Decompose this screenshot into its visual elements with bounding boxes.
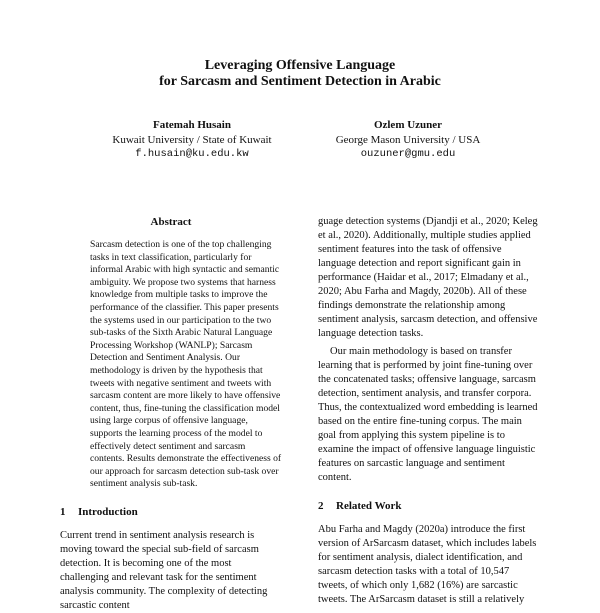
abstract-heading: Abstract [150,216,192,228]
author-email: f.husain@ku.edu.kw [135,148,249,160]
abstract-text: Sarcasm detection is one of the top challenging tasks in text classification, particularly for informal Arabic with high syntactic and semantic ambiguity. We propose two systems that harness knowledge from multiple tasks to improve the performance of the classifier. This paper presents the systems used in our participation to the two sub-tasks of the Sixth Arabic Natural Language Processing Workshop (WANLP); Sarcasm Detection and Sentiment Analysis. Our methodology is driven by the hypothesis that tweets with negative sentiment and tweets with sarcasm content are more likely to have offensive content, thus, fine-tuning the classification model using large corpus of offensive language, supports the learning process of the model to effectively detect sentiment and sarcasm contents. Results demonstrate the effectiveness of our approach for sarcasm detection sub-task over sentiment analysis sub-task. [90,239,282,490]
section-title: Related Work [336,500,402,512]
author-name: Fatemah Husain [153,119,231,131]
section-number: 2 [318,500,324,512]
author-affiliation: Kuwait University / State of Kuwait [112,133,272,146]
author-name: Ozlem Uzuner [373,119,443,131]
right-column [318,215,540,607]
body-paragraph: guage detection systems (Djandji et al., 2020; Keleg et al., 2020). Additionally, multiple studies applied sentiment features into the task of offensive language detection and report significant gain in performance (Haidar et al., 2017; Elmadany et al., 2020; Abu Farha and Magdy, 2020b). All of these findings demonstrate the relationship among sentiment analysis, sarcasm detection, and offensive language detection tasks. [318,216,538,339]
section-heading-related-work [318,499,540,513]
introduction-text: Current trend in sentiment analysis research is moving toward the special sub-field of sarcasm detection. It is becoming one of the most challenging and relevant task for the sentiment analysis community. The complexity of detecting sarcastic content [60,529,268,611]
paper-title [0,58,600,90]
title-line-1: Leveraging Offensive Language [204,58,396,73]
left-column [60,215,282,613]
author-block-2 [288,118,528,162]
author-block-1 [72,118,312,162]
author-affiliation: George Mason University / USA [335,133,481,146]
section-title: Introduction [78,505,138,518]
author-email: ouzuner@gmu.edu [360,148,456,160]
related-work-text: Abu Farha and Magdy (2020a) introduce the first version of ArSarcasm dataset, which includes labels for sentiment analysis, dialect identification, and sarcasm detection tasks with a total of 10,547 tweets, of which only 1,682 (16%) are sarcastic tweets. The ArSarcasm dataset is still a relatively [318,524,537,605]
section-heading-introduction [60,505,282,519]
body-paragraph: Our main methodology is based on transfer learning that is performed by joint fine-tuning over the concatenated tasks; offensive language, sarcasm detection, sentiment analysis, and transfer corpora. Thus, the contextualized word embedding is learned based on the entire fine-tuning corpus. The main goal from applying this system pipeline is to examine the impact of offensive language linguistic features on sarcastic language and sentiment content. [318,346,538,483]
title-line-2: for Sarcasm and Sentiment Detection in Arabic [159,74,441,89]
section-number: 1 [60,505,66,518]
